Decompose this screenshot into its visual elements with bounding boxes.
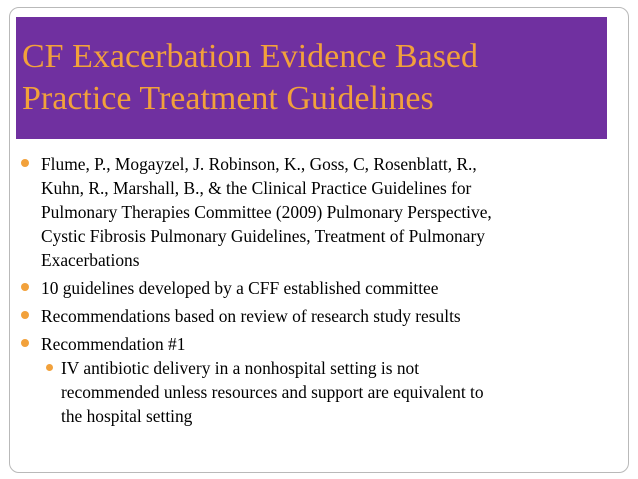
sub-bullet-list: [41, 356, 618, 428]
bullet-text-line: Recommendation #1: [41, 334, 186, 354]
bullet-item-recommendations: [18, 304, 618, 328]
sub-bullet-text-line: IV antibiotic delivery in a nonhospital setting is not: [61, 358, 420, 378]
bullet-icon: [21, 283, 29, 291]
sub-bullet-text-line: recommended unless resources and support are equivalent to: [61, 382, 484, 402]
sub-bullet-text-line: the hospital setting: [61, 406, 193, 426]
sub-bullet-item-iv-antibiotic: [43, 356, 618, 428]
bullet-item-citation: [18, 152, 618, 272]
bullet-icon: [21, 339, 29, 347]
bullet-icon: [21, 311, 29, 319]
slide-title-line-2: Practice Treatment Guidelines: [22, 80, 434, 117]
bullet-icon: [46, 364, 53, 371]
bullet-icon: [21, 159, 29, 167]
bullet-text-line: Cystic Fibrosis Pulmonary Guidelines, Treatment of Pulmonary: [41, 226, 485, 246]
bullet-text-line: Kuhn, R., Marshall, B., & the Clinical Practice Guidelines for: [41, 178, 472, 198]
bullet-text-line: 10 guidelines developed by a CFF established committee: [41, 278, 439, 298]
bullet-text-line: Pulmonary Therapies Committee (2009) Pulmonary Perspective,: [41, 202, 492, 222]
bullet-item-recommendation-1: [18, 332, 618, 428]
bullet-list: [18, 152, 618, 428]
bullet-item-guidelines: [18, 276, 618, 300]
slide-title-line-1: CF Exacerbation Evidence Based: [22, 38, 479, 75]
slide-title: [22, 36, 478, 120]
bullet-text-line: Recommendations based on review of research study results: [41, 306, 461, 326]
bullet-text-line: Exacerbations: [41, 250, 140, 270]
title-bar: [16, 17, 607, 139]
bullet-text-line: Flume, P., Mogayzel, J. Robinson, K., Goss, C, Rosenblatt, R.,: [41, 154, 477, 174]
